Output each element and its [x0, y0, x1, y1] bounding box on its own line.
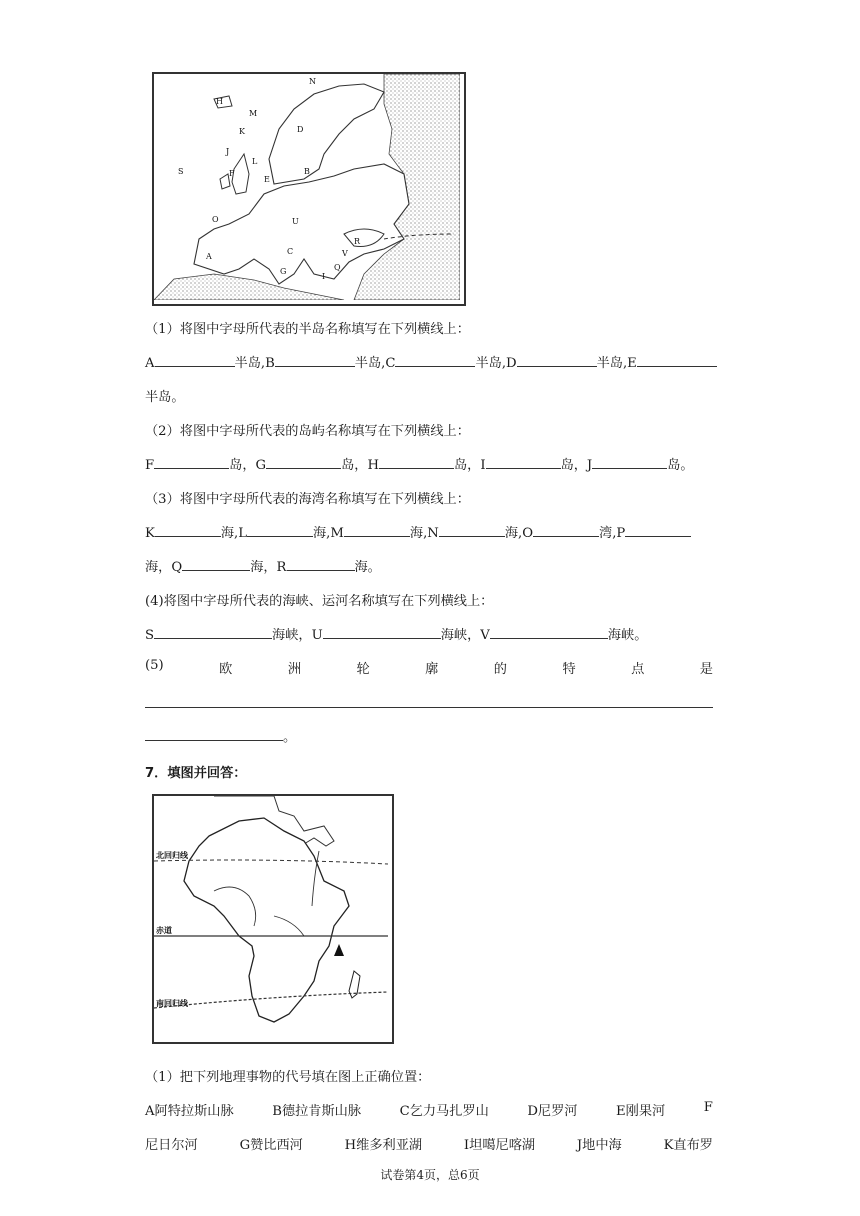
blank[interactable]: [344, 524, 410, 537]
q6-part3-blanks: K 海,L 海,M 海,N 海,O 湾,P: [145, 522, 691, 541]
tropic-south-label: 南回归线: [156, 998, 188, 1008]
blank[interactable]: [247, 524, 313, 537]
q6-part1-end: 半岛。: [145, 390, 185, 405]
africa-map: [152, 794, 394, 1044]
q6-part1-blanks: A 半岛,B 半岛,C 半岛,D 半岛,E: [145, 352, 717, 371]
blank[interactable]: [533, 524, 599, 537]
q6-part3-intro: （3）将图中字母所代表的海湾名称填写在下列横线上：: [145, 492, 470, 507]
equator-label: 赤道: [156, 925, 172, 935]
blank[interactable]: [379, 456, 454, 469]
svg-text:Q: Q: [334, 263, 341, 272]
q7-items-line1: A阿特拉斯山脉 B德拉肯斯山脉 C乞力马扎罗山 D尼罗河 E刚果河 F: [145, 1100, 713, 1119]
svg-text:D: D: [297, 125, 304, 134]
svg-text:F: F: [229, 169, 235, 178]
europe-map-drawing: [154, 74, 460, 300]
q7-title: 7．填图并回答：: [145, 766, 247, 781]
blank[interactable]: [637, 354, 717, 367]
q6-part4-blanks: S 海峡，U 海峡，V 海峡。: [145, 628, 648, 643]
svg-text:V: V: [342, 249, 348, 258]
q7-part1-intro: （1）把下列地理事物的代号填在图上正确位置：: [145, 1070, 431, 1085]
svg-text:S: S: [178, 167, 184, 176]
africa-map-drawing: [154, 796, 388, 1038]
blank[interactable]: [517, 354, 597, 367]
svg-text:L: L: [252, 157, 258, 166]
svg-text:O: O: [212, 215, 219, 224]
svg-text:E: E: [264, 175, 270, 184]
blank[interactable]: [395, 354, 475, 367]
tropic-north-label: 北回归线: [156, 850, 188, 860]
svg-text:A: A: [206, 252, 212, 261]
svg-text:U: U: [292, 217, 299, 226]
q6-part5-end: 。: [145, 726, 296, 745]
svg-text:J: J: [226, 147, 230, 156]
blank[interactable]: [592, 456, 667, 469]
page-footer: 试卷第4页，总6页: [380, 1168, 480, 1182]
blank[interactable]: [266, 456, 341, 469]
q7-items-line2: 尼日尔河 G赞比西河 H维多利亚湖 I坦噶尼喀湖 J地中海 K直布罗: [145, 1138, 713, 1153]
svg-text:R: R: [354, 237, 361, 246]
svg-text:I: I: [322, 272, 326, 281]
blank[interactable]: [490, 626, 608, 639]
blank[interactable]: [182, 558, 250, 571]
blank[interactable]: [275, 354, 355, 367]
svg-text:N: N: [309, 77, 316, 86]
svg-text:B: B: [304, 167, 310, 176]
svg-text:K: K: [239, 127, 245, 136]
blank[interactable]: [439, 524, 505, 537]
svg-text:M: M: [249, 109, 258, 118]
blank[interactable]: [154, 626, 272, 639]
q6-part1-intro: （1）将图中字母所代表的半岛名称填写在下列横线上：: [145, 322, 470, 337]
europe-map: [152, 72, 466, 306]
answer-line[interactable]: [145, 707, 713, 708]
svg-text:C: C: [287, 247, 294, 256]
blank[interactable]: [145, 728, 283, 741]
svg-text:H: H: [216, 97, 223, 106]
blank[interactable]: [625, 524, 691, 537]
q6-part2-intro: （2）将图中字母所代表的岛屿名称填写在下列横线上：: [145, 424, 470, 439]
blank[interactable]: [486, 456, 561, 469]
blank[interactable]: [323, 626, 441, 639]
blank[interactable]: [155, 524, 221, 537]
blank[interactable]: [287, 558, 355, 571]
mountain-icon: [334, 944, 344, 956]
svg-text:G: G: [280, 267, 287, 276]
blank[interactable]: [155, 354, 235, 367]
q6-part5-prompt: (5) 欧 洲 轮 廓 的 特 点 是: [145, 658, 713, 677]
q6-part4-intro: (4)将图中字母所代表的海峡、运河名称填写在下列横线上：: [145, 594, 494, 609]
q6-part2-blanks: F 岛，G 岛，H 岛，I 岛，J 岛。: [145, 458, 694, 473]
q6-part3-blanks-2: 海，Q 海，R 海。: [145, 560, 381, 575]
blank[interactable]: [154, 456, 229, 469]
